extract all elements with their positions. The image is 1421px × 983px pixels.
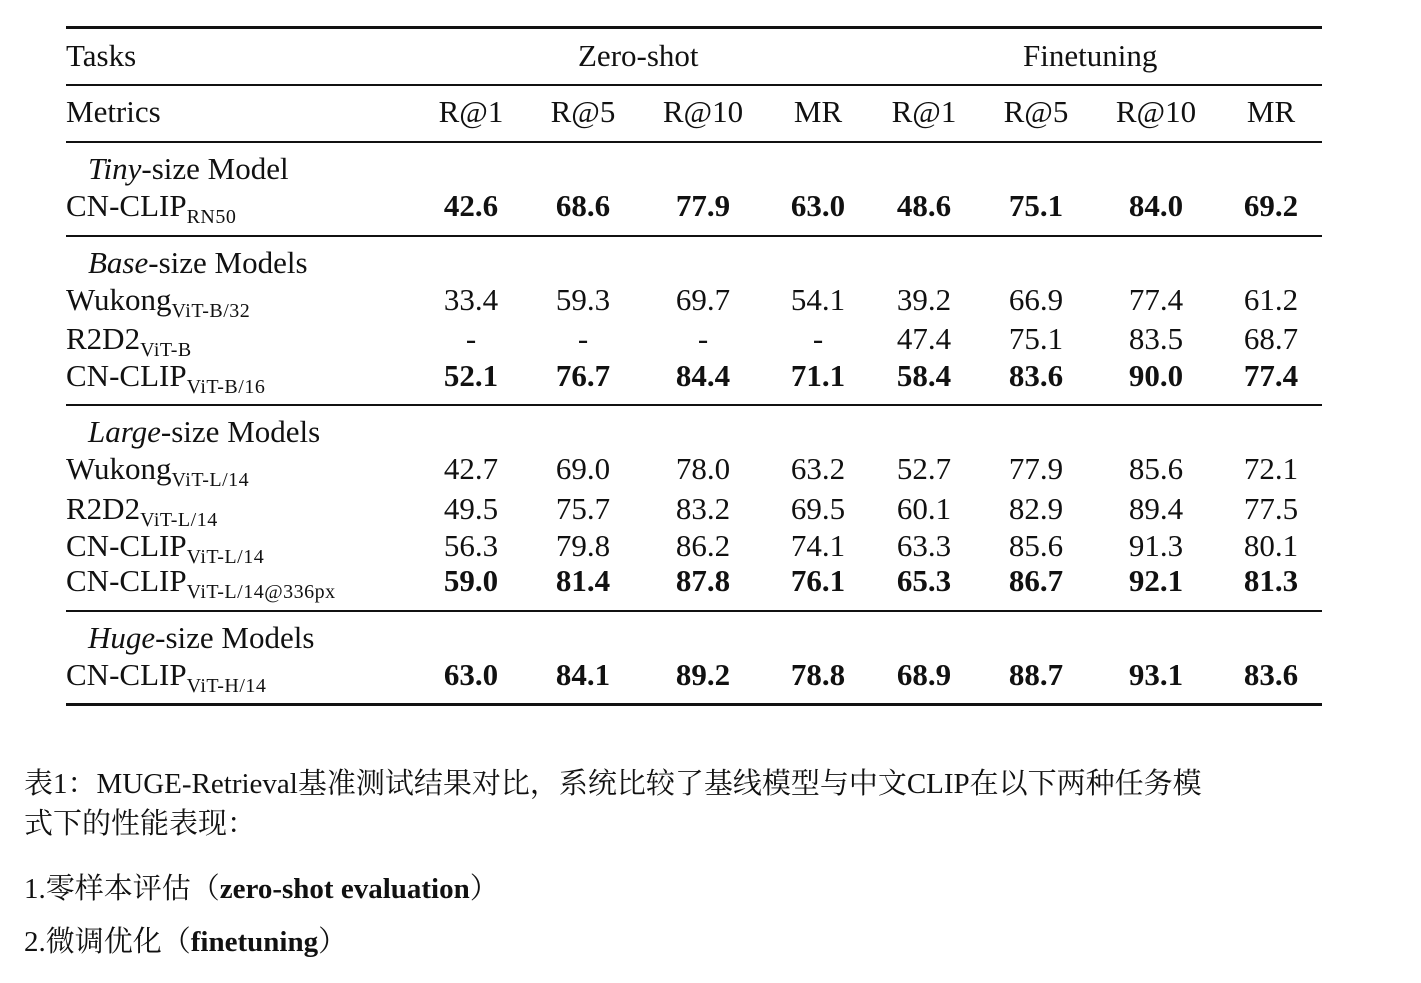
table-cell: 83.6	[1243, 657, 1299, 692]
metric-header: R@1	[438, 94, 504, 129]
caption-item-2-term: finetuning	[190, 926, 319, 958]
table-cell: 82.9	[1008, 491, 1064, 526]
table-cell: 59.3	[555, 282, 611, 317]
table-cell: 49.5	[443, 491, 499, 526]
group-title-size: Tiny	[88, 151, 142, 186]
table-cell: 86.7	[1008, 563, 1064, 598]
table-cell: 68.7	[1243, 321, 1299, 356]
table-cell: 39.2	[896, 282, 952, 317]
group-title-rest: -size Models	[148, 245, 308, 280]
caption-item-1-term: zero-shot evaluation	[219, 873, 470, 905]
model-variant: ViT-H/14	[186, 675, 267, 697]
table-cell: 63.3	[896, 528, 952, 563]
table-cell: 54.1	[790, 282, 846, 317]
model-variant: ViT-B/32	[171, 300, 251, 322]
table-cell: 63.0	[790, 188, 846, 223]
metric-header: R@10	[1115, 94, 1197, 129]
table-cell: 42.7	[443, 451, 499, 486]
table-cell: 89.2	[675, 657, 731, 692]
table-cell: 72.1	[1243, 451, 1299, 486]
group-title-size: Large	[88, 414, 161, 449]
tasks-header: Tasks	[66, 38, 137, 73]
group-separator	[66, 610, 1322, 612]
table-cell: 59.0	[443, 563, 499, 598]
table-cell: 84.1	[555, 657, 611, 692]
model-base-name: CN-CLIP	[66, 358, 187, 393]
model-name	[66, 563, 336, 610]
table-cell: 77.4	[1243, 358, 1299, 393]
model-variant: ViT-L/14@336px	[186, 581, 336, 603]
table-cell: 78.8	[790, 657, 846, 692]
group-title-size: Base	[88, 245, 149, 280]
table-cell: 91.3	[1128, 528, 1184, 563]
table-cell: 69.5	[790, 491, 846, 526]
table-cell: 71.1	[790, 358, 846, 393]
table-cell: 52.7	[896, 451, 952, 486]
table-cell: 56.3	[443, 528, 499, 563]
metric-header: R@5	[550, 94, 616, 129]
group-title-size: Huge	[88, 620, 156, 655]
table-cell: 77.4	[1128, 282, 1184, 317]
metrics-header: Metrics	[66, 94, 161, 129]
metric-header: MR	[793, 94, 843, 129]
table-cell: -	[465, 321, 477, 356]
table-cell: 83.2	[675, 491, 731, 526]
caption-item-1-prefix: 1.零样本评估（	[24, 873, 220, 905]
table-cell: 42.6	[443, 188, 499, 223]
metric-header: MR	[1246, 94, 1296, 129]
table-cell: 69.0	[555, 451, 611, 486]
table-cell: 66.9	[1008, 282, 1064, 317]
table-cell: 81.4	[555, 563, 611, 598]
table-cell: 69.7	[675, 282, 731, 317]
model-base-name: CN-CLIP	[66, 528, 187, 563]
table-cell: 52.1	[443, 358, 499, 393]
table-cell: 68.6	[555, 188, 611, 223]
table-cell: 63.2	[790, 451, 846, 486]
model-base-name: CN-CLIP	[66, 657, 187, 692]
table-cell: 93.1	[1128, 657, 1184, 692]
model-name	[66, 657, 266, 704]
table-cell: 48.6	[896, 188, 952, 223]
table-cell: 63.0	[443, 657, 499, 692]
caption-item-2-prefix: 2.微调优化（	[24, 926, 191, 958]
model-name	[66, 358, 265, 405]
caption-item-1	[24, 869, 499, 909]
table-cell: 85.6	[1128, 451, 1184, 486]
model-base-name: CN-CLIP	[66, 563, 187, 598]
group-title-rest: -size Models	[155, 620, 315, 655]
group-title-rest: -size Model	[141, 151, 289, 186]
table-cell: 84.4	[675, 358, 731, 393]
table-cell: 69.2	[1243, 188, 1299, 223]
table-cell: 74.1	[790, 528, 846, 563]
group-title	[88, 151, 289, 187]
caption-item-2-suffix: ）	[318, 926, 348, 958]
table-cell: 47.4	[896, 321, 952, 356]
table-cell: 86.2	[675, 528, 731, 563]
table-cell: 75.7	[555, 491, 611, 526]
caption-item-2	[24, 922, 347, 962]
metric-header: R@1	[891, 94, 957, 129]
model-variant: ViT-L/14	[171, 469, 250, 491]
table-cell: 92.1	[1128, 563, 1184, 598]
model-base-name: R2D2	[66, 321, 141, 356]
table-cell: 78.0	[675, 451, 731, 486]
table-cell: 77.5	[1243, 491, 1299, 526]
table-cell: 77.9	[675, 188, 731, 223]
table-cell: 33.4	[443, 282, 499, 317]
table-cell: 87.8	[675, 563, 731, 598]
group-title	[88, 414, 320, 450]
table-cell: 83.6	[1008, 358, 1064, 393]
table-cell: 76.7	[555, 358, 611, 393]
model-base-name: Wukong	[66, 282, 172, 317]
zero-shot-header: Zero-shot	[578, 38, 699, 73]
model-variant: RN50	[186, 206, 237, 228]
header-midrule	[66, 84, 1322, 86]
metric-header: R@5	[1003, 94, 1069, 129]
metric-header: R@10	[662, 94, 744, 129]
table-cell: -	[812, 321, 824, 356]
table-cell: 68.9	[896, 657, 952, 692]
table-cell: 85.6	[1008, 528, 1064, 563]
group-separator	[66, 235, 1322, 237]
table-cell: 58.4	[896, 358, 952, 393]
table-cell: 61.2	[1243, 282, 1299, 317]
model-base-name: CN-CLIP	[66, 188, 187, 223]
model-variant: ViT-L/14	[186, 546, 265, 568]
table-cell: 65.3	[896, 563, 952, 598]
model-base-name: Wukong	[66, 451, 172, 486]
header-bottom-rule	[66, 141, 1322, 143]
table-cell: 79.8	[555, 528, 611, 563]
table-cell: 90.0	[1128, 358, 1184, 393]
table-cell: 84.0	[1128, 188, 1184, 223]
table-cell: 83.5	[1128, 321, 1184, 356]
table-cell: 81.3	[1243, 563, 1299, 598]
table-cell: 76.1	[790, 563, 846, 598]
table-cell: -	[577, 321, 589, 356]
table-cell: 89.4	[1128, 491, 1184, 526]
table-cell: -	[697, 321, 709, 356]
group-title-rest: -size Models	[160, 414, 321, 449]
group-title	[88, 245, 308, 281]
model-variant: ViT-B/16	[186, 376, 266, 398]
caption-line-2: 式下的性能表现：	[24, 808, 257, 840]
group-title	[88, 620, 314, 656]
table-cell: 60.1	[896, 491, 952, 526]
table-cell: 88.7	[1008, 657, 1064, 692]
model-name	[66, 188, 236, 235]
table-top-rule	[66, 26, 1322, 29]
model-variant: ViT-L/14	[140, 509, 218, 531]
caption-item-1-suffix: ）	[469, 873, 499, 905]
finetuning-header: Finetuning	[1023, 38, 1158, 73]
table-cell: 75.1	[1008, 188, 1064, 223]
model-variant: ViT-B	[140, 339, 192, 361]
table-cell: 75.1	[1008, 321, 1064, 356]
table-cell: 80.1	[1243, 528, 1299, 563]
caption-line-1: 表1：MUGE-Retrieval基准测试结果对比，系统比较了基线模型与中文CLIP在以下两种任务模	[24, 768, 1202, 800]
model-base-name: R2D2	[66, 491, 141, 526]
table-cell: 77.9	[1008, 451, 1064, 486]
